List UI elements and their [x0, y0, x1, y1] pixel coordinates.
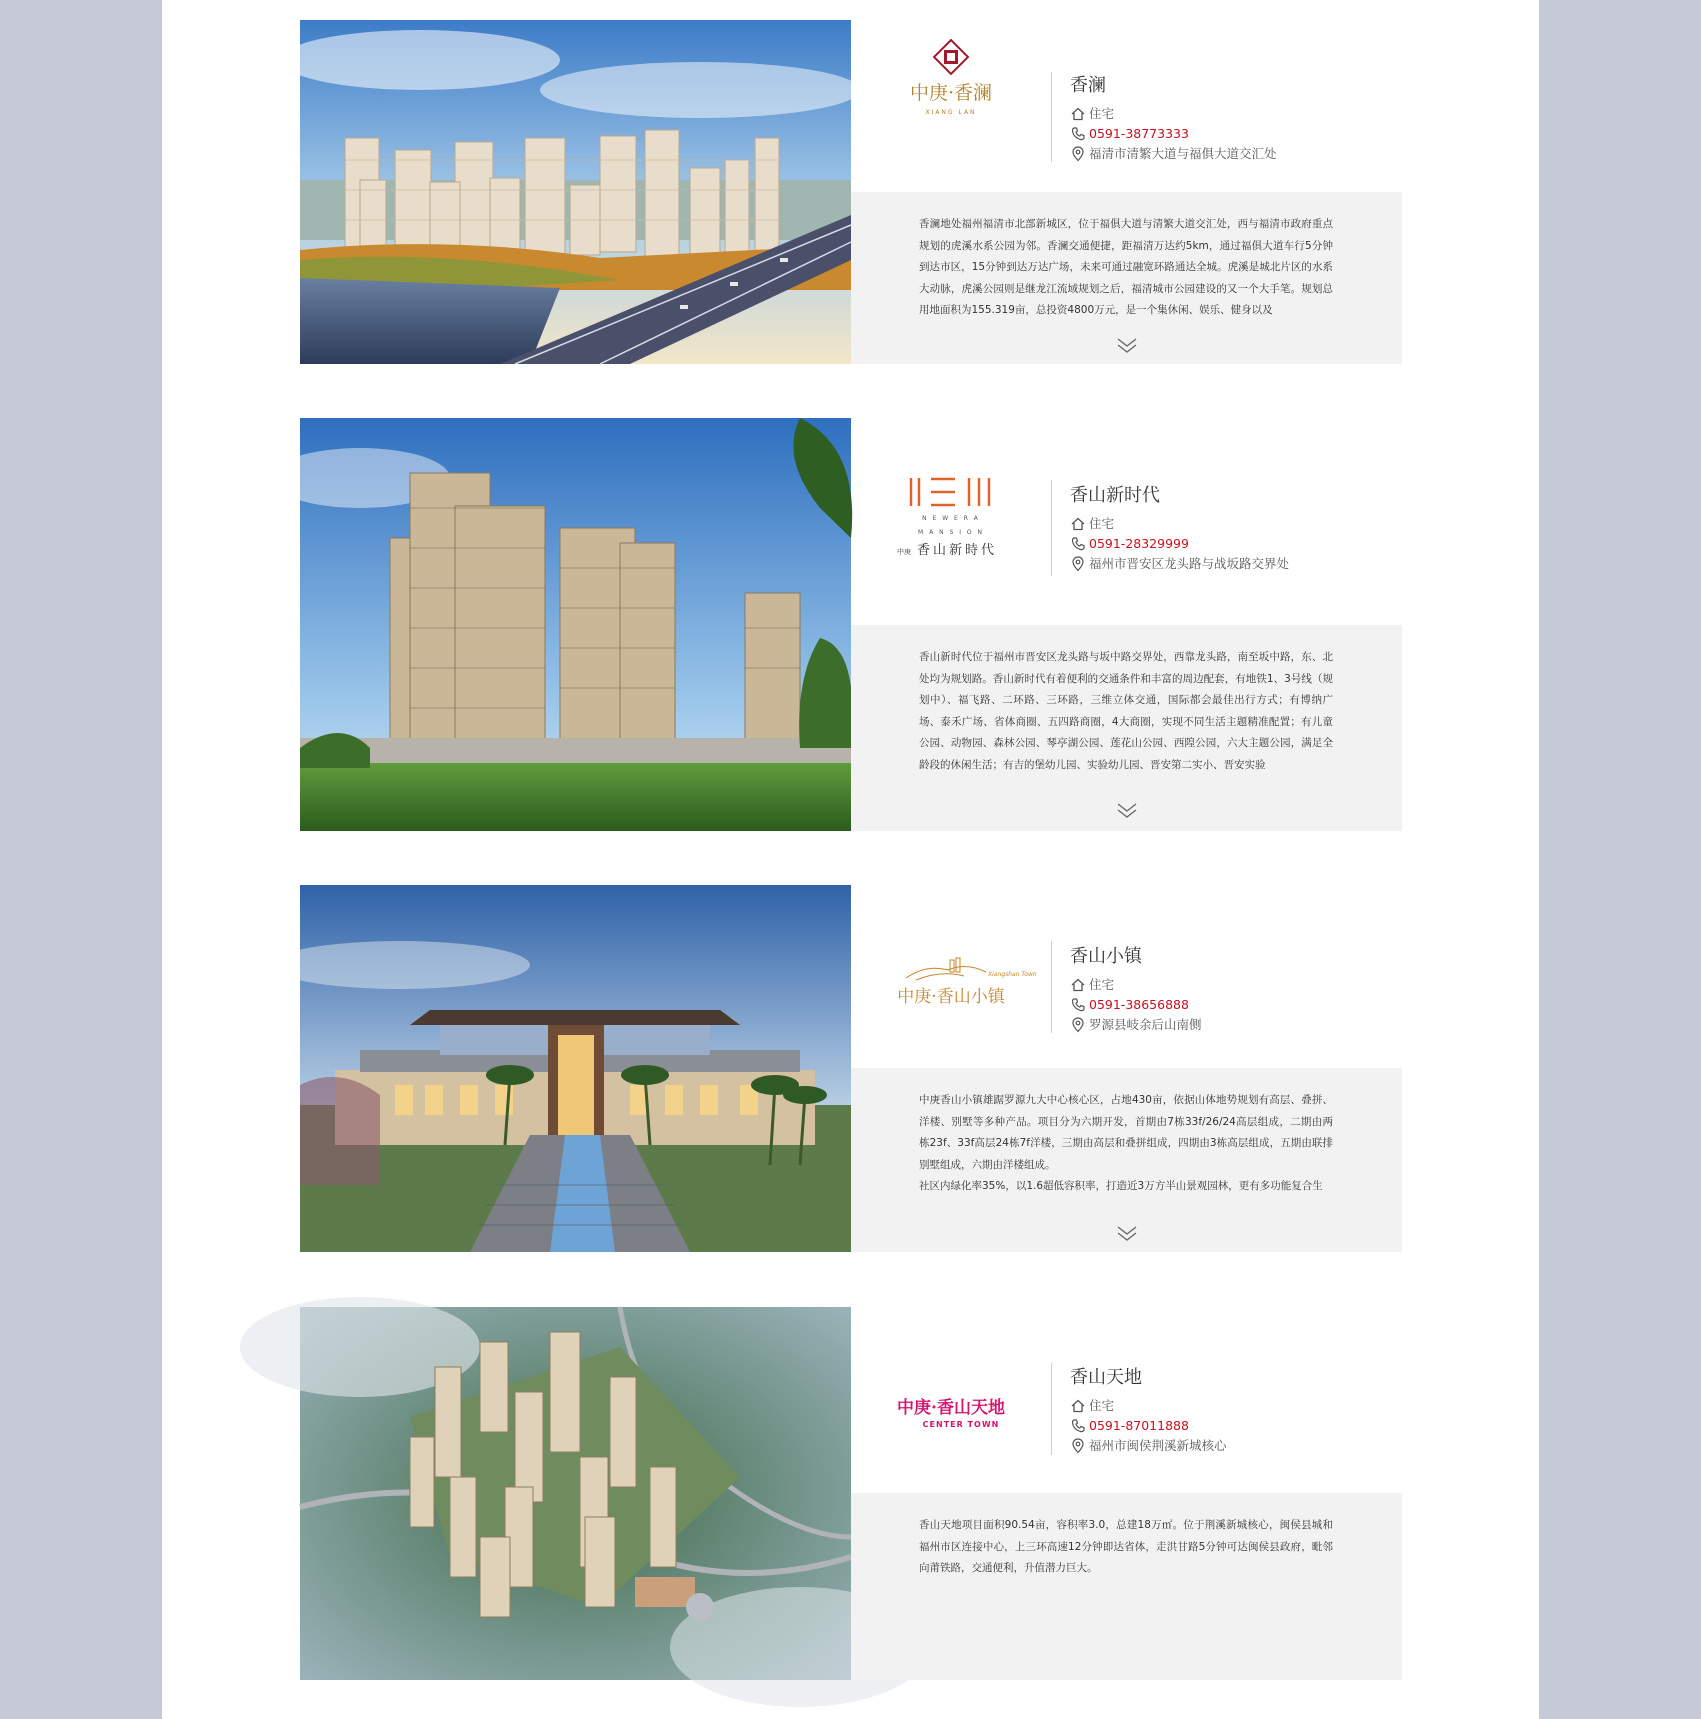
project-logo-xiangshan-town: [851, 939, 1051, 1039]
project-title: 香澜: [1070, 75, 1106, 96]
project-type-row: [1070, 975, 1400, 995]
project-address: 罗源县岐余后山南侧: [1089, 1017, 1202, 1032]
project-meta-xianglan: [1070, 74, 1400, 164]
project-address: 福州市晋安区龙头路与战坂路交界处: [1089, 556, 1290, 571]
logo-en-tiandi: CENTER TOWN: [922, 1420, 1000, 1429]
project-card-xiangshan-town: [300, 885, 1402, 1252]
project-type: 住宅: [1089, 977, 1115, 992]
project-type-row: [1070, 1396, 1400, 1416]
project-description-panel: [851, 1068, 1402, 1252]
phone-icon: [1070, 1418, 1086, 1434]
project-address-row: [1070, 144, 1400, 164]
project-phone-row[interactable]: [1070, 124, 1400, 144]
project-description-panel: [851, 1493, 1402, 1680]
project-meta-xiangshan-town: [1070, 945, 1400, 1035]
home-icon: [1070, 977, 1086, 993]
project-photo-xiangshan-new-era[interactable]: [300, 418, 851, 831]
project-logo-xiangshan-tiandi: [851, 1363, 1051, 1463]
project-phone[interactable]: 0591-28329999: [1089, 536, 1189, 551]
vertical-divider: [1051, 1363, 1052, 1455]
project-title: 香山小镇: [1070, 946, 1142, 967]
project-phone-row[interactable]: [1070, 1416, 1400, 1436]
logo-script-town: Xiangshan Town: [988, 971, 1037, 978]
chevron-double-down-icon[interactable]: [1115, 1224, 1139, 1242]
logo-text-town: 中庚·香山小镇: [897, 987, 1005, 1007]
project-phone[interactable]: 0591-87011888: [1089, 1418, 1189, 1433]
vertical-divider: [1051, 72, 1052, 162]
project-logo-xiangshan-new-era: [851, 472, 1051, 572]
project-meta-xiangshan-new-era: [1070, 484, 1400, 574]
project-card-xiangshan-new-era: [300, 418, 1402, 831]
project-type: 住宅: [1089, 516, 1115, 531]
project-phone-row[interactable]: [1070, 995, 1400, 1015]
project-type: 住宅: [1089, 1398, 1115, 1413]
logo-text-newera: 香山新時代: [916, 543, 998, 558]
project-phone-row[interactable]: [1070, 534, 1400, 554]
project-address: 福州市闽侯荆溪新城核心: [1089, 1438, 1227, 1453]
logo-text-xianglan: 中庚·香澜: [909, 82, 993, 104]
project-card-xiangshan-tiandi: [300, 1307, 1402, 1680]
chevron-double-down-icon[interactable]: [1115, 336, 1139, 354]
project-address-row: [1070, 1436, 1400, 1456]
logo-small-newera: 中庚: [897, 548, 911, 556]
project-description: 中庚香山小镇雄踞罗源九大中心核心区，占地430亩，依据山体地势规划有高层、叠拼、洋楼、别墅等多种产品。项目分为六期开发，首期由7栋33f/26/24高层组成，二期由两栋23f、33f高层24栋7f洋楼，三期由高层和叠拼组成，四期由3栋高层组成，五期由联排别墅组成，六期由洋楼组成。 社区内绿化率35%，以1.6超低容积率，打造近3万方半山景观园林，更有多功能复合生: [919, 1094, 1333, 1192]
vertical-divider: [1051, 941, 1052, 1033]
project-meta-xiangshan-tiandi: [1070, 1366, 1400, 1456]
project-description: 香山天地项目面积90.54亩，容积率3.0，总建18万㎡。位于荆溪新城核心，闽侯县城和福州市区连接中心，上三环高速12分钟即达省体，走洪甘路5分钟可达闽侯县政府，毗邻向莆铁路，交通便利，升值潜力巨大。: [919, 1519, 1333, 1574]
home-icon: [1070, 516, 1086, 532]
location-pin-icon: [1070, 556, 1086, 572]
project-card-xianglan: [300, 20, 1402, 364]
project-description: 香山新时代位于福州市晋安区龙头路与坂中路交界处，西靠龙头路，南至坂中路，东、北处均为规划路。香山新时代有着便利的交通条件和丰富的周边配套，有地铁1、3号线（规划中）、福飞路、二环路、三环路，三维立体交通，国际都会最佳出行方式；有博纳广场、泰禾广场、省体商圈、五四路商圈，4大商圈，实现不同生活主题精准配置；有儿童公园、动物园、森林公园、琴亭湖公园、莲花山公园、西隍公园，六大主题公园，满足全龄段的休闲生活；有吉的堡幼儿园、实验幼儿园、晋安第二实小、晋安实验: [919, 651, 1333, 771]
project-type-row: [1070, 104, 1400, 124]
location-pin-icon: [1070, 1017, 1086, 1033]
project-phone[interactable]: 0591-38656888: [1089, 997, 1189, 1012]
phone-icon: [1070, 126, 1086, 142]
project-title: 香山新时代: [1070, 485, 1160, 506]
logo-text-tiandi: 中庚·香山天地: [897, 1398, 1005, 1418]
logo-en1-newera: N E W E R A: [922, 515, 980, 522]
project-address-row: [1070, 1015, 1400, 1035]
project-title: 香山天地: [1070, 1367, 1142, 1388]
project-description-panel: [851, 192, 1402, 364]
phone-icon: [1070, 997, 1086, 1013]
vertical-divider: [1051, 480, 1052, 576]
page-panel: [162, 0, 1539, 1719]
project-address-row: [1070, 554, 1400, 574]
project-photo-xiangshan-town[interactable]: [300, 885, 851, 1252]
phone-icon: [1070, 536, 1086, 552]
project-description: 香澜地处福州福清市北部新城区，位于福俱大道与清繁大道交汇处，西与福清市政府重点规划的虎溪水系公园为邻。香澜交通便捷，距福清万达约5km，通过福俱大道车行5分钟到达市区，15分钟到达万达广场，未来可通过融宽环路通达全城。虎溪是城北片区的水系大动脉，虎溪公园则是继龙江流域规划之后，福清城市公园建设的又一个大手笔。规划总用地面积为155.319亩，总投资4800万元，是一个集休闲、娱乐、健身以及: [919, 218, 1333, 316]
project-type-row: [1070, 514, 1400, 534]
project-description-panel: [851, 625, 1402, 831]
project-address: 福清市清繁大道与福俱大道交汇处: [1089, 146, 1277, 161]
project-type: 住宅: [1089, 106, 1115, 121]
project-phone[interactable]: 0591-38773333: [1089, 126, 1189, 141]
logo-en-xianglan: XIANG LAN: [925, 109, 977, 116]
project-photo-xiangshan-tiandi[interactable]: [300, 1307, 851, 1680]
project-logo-xianglan: [851, 20, 1051, 138]
logo-en2-newera: M A N S I O N: [917, 529, 985, 536]
home-icon: [1070, 1398, 1086, 1414]
home-icon: [1070, 106, 1086, 122]
chevron-double-down-icon[interactable]: [1115, 801, 1139, 819]
location-pin-icon: [1070, 1438, 1086, 1454]
project-photo-xianglan[interactable]: [300, 20, 851, 364]
location-pin-icon: [1070, 146, 1086, 162]
